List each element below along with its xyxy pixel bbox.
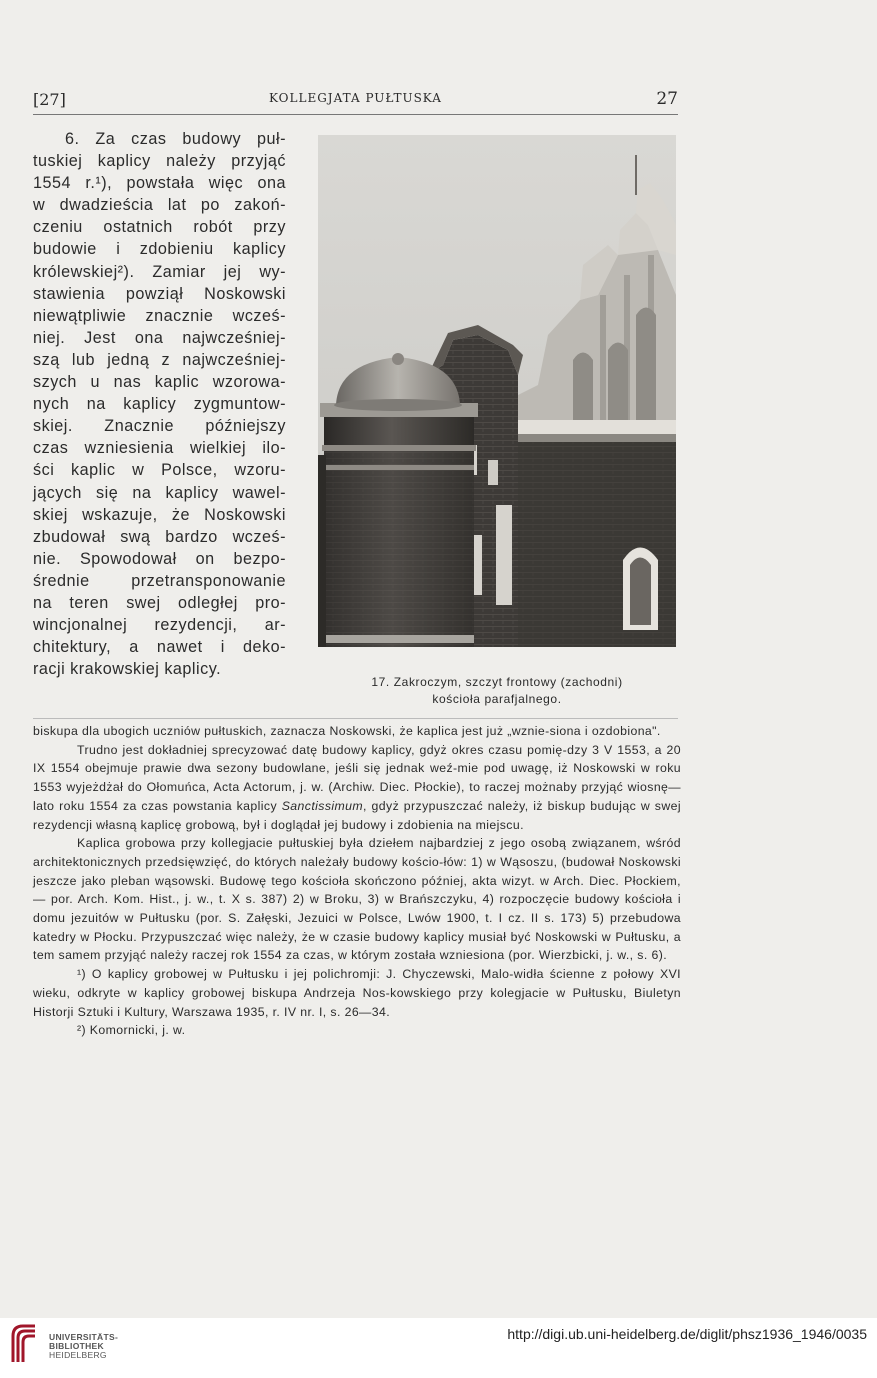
body-line: zbudował swą bardzo wcześ- (33, 527, 286, 546)
body-line: czeniu ostatnich robót przy (33, 218, 286, 237)
body-line: niewątpliwie znacznie wcześ- (33, 306, 286, 325)
body-line: na teren swej odległej pro- (33, 593, 286, 612)
page-number: 27 (656, 89, 678, 109)
body-line: w dwadzieścia lat po zakoń- (33, 196, 286, 215)
body-line: niej. Jest ona najwcześniej- (33, 328, 286, 347)
body-line: jących się na kaplicy wawel- (33, 483, 286, 502)
note-paragraph-2-italic: Sanctissimum (281, 798, 364, 813)
body-line: chitektury, a nawet i deko- (33, 638, 286, 657)
running-header (33, 88, 678, 115)
footnote-2: ²) Komornicki, j. w. (77, 1023, 186, 1038)
body-line: wincjonalnej rezydencji, ar- (33, 616, 286, 635)
body-line: stawienia powziął Noskowski (33, 284, 286, 303)
church-photo (318, 135, 676, 647)
caption-line-1: 17. Zakroczym, szczyt frontowy (zachodni) (371, 675, 623, 689)
note-paragraph-2-a: Trudno jest dokładniej sprecyzować datę budowy kaplicy, gdyż okres czasu pomię-dzy 3 V 1553, a 20 IX 1554 obejmuje prawie dwa sezony budowlane, jeśli się jednak weź-mie pod uwagę, iż Noskowski w roku 1553 wyjeżdżał do Ołomuńca, Acta Actorum, j. w. (Archiw. Diec. Płockie), to raczej możnaby przyjąć wiosnę—lato roku 1554 za czas powstania kaplicy (33, 742, 681, 813)
note-paragraph-1: biskupa dla ubogich uczniów pułtuskich, zaznacza Noskowski, że kaplica jest już „wznie-siona i ozdobiona". (33, 724, 661, 738)
footnote-1: ¹) O kaplicy grobowej w Pułtusku i jej polichromji: J. Chyczewski, Malo-widła ścienne z połowy XVI wieku, odkryte w kaplicy grobowej biskupa Andrzeja Nos-kowskiego przy kolegjacie w Pułtusku, Biuletyn Historji Sztuki i Kultury, Warszawa 1935, r. IV nr. I, s. 26—34. (33, 967, 681, 1019)
permalink-url[interactable]: http://digi.ub.uni-heidelberg.de/diglit/phsz1936_1946/0035 (507, 1326, 867, 1342)
body-line: szych u nas kaplic wzorowa- (33, 373, 286, 392)
note-paragraph-2 (33, 741, 681, 835)
header-bracket-page: [27] (33, 90, 66, 109)
body-line: racji krakowskiej kaplicy. (33, 660, 222, 679)
caption-line-2: kościoła parafjalnego. (432, 692, 562, 706)
note-paragraph-3: Kaplica grobowa przy kollegjacie pułtuskiej była dziełem najbardziej z jego osobą związanem, wśród architektonicznych przedsięwzięć, do których należały budowy kościo-łów: 1) w Wąsoszu, (budował Noskowski jeszcze jako pleban wąsowski. Budowę tego kościoła skończono później, akta wizyt. w Arch. Diec. Płockiem, — por. Arch. Kom. Hist., j. w., t. X s. 387) 2) w Broku, 3) w Brańszczyku, 4) rozpoczęcie budowy kościoła i domu jezuitów w Pułtusku (por. S. Załęski, Jezuici w Polsce, Lwów 1900, t. I cz. II s. 173) 5) przebudowa katedry w Płocku. Przypuszczać więc należy, że w czasie budowy kaplicy musiał być Noskowski w Pułtusku, a tem samem przyjąć należy raczej rok 1554 za czas, w którym została wzniesiona (por. Wierzbicki, j. w., s. 6). (33, 836, 681, 963)
church-gable-illustration (318, 135, 676, 647)
library-logo-icon[interactable] (9, 1322, 39, 1364)
body-line: nie. Spowodował on bezpo- (33, 549, 286, 568)
body-line: czas wzniesienia wielkiej ilo- (33, 439, 286, 458)
body-text (33, 128, 286, 680)
body-line: budowie i zdobieniu kaplicy (33, 240, 286, 259)
body-line: królewskiej²). Zamiar jej wy- (33, 262, 286, 281)
body-line: skiej. Znacznie późniejszy (33, 417, 286, 436)
body-line: tuskiej kaplicy należy przyjąć (33, 152, 286, 171)
library-name-line-2: BIBLIOTHEK (49, 1341, 104, 1351)
header-title: KOLLEGJATA PUŁTUSKA (269, 91, 442, 105)
body-line: ści kaplic w Polsce, wzoru- (33, 461, 286, 480)
library-name-line-3: HEIDELBERG (49, 1350, 107, 1360)
note-paragraph-2-c: , gdyż przypuszczać należy, iż biskup budując w swej rezydencji własną kaplicę grobową, był i doglądał jej budowy i zdobienia na miejscu. (33, 798, 681, 832)
footnote-divider (33, 718, 678, 719)
body-line: 6. Za czas budowy puł- (65, 130, 286, 148)
body-line: szą lub jedną z najwcześniej- (33, 350, 286, 369)
footnotes (33, 722, 681, 1040)
body-line: skiej wskazuje, że Noskowski (33, 505, 286, 524)
body-line: 1554 r.¹), powstała więc ona (33, 174, 286, 193)
body-line: nych na kaplicy zygmuntow- (33, 395, 286, 414)
library-name-line-1: UNIVERSITÄTS- (49, 1332, 119, 1342)
figure-caption (318, 674, 676, 708)
library-name[interactable] (49, 1333, 118, 1360)
body-line: średnie przetransponowanie (33, 571, 286, 590)
